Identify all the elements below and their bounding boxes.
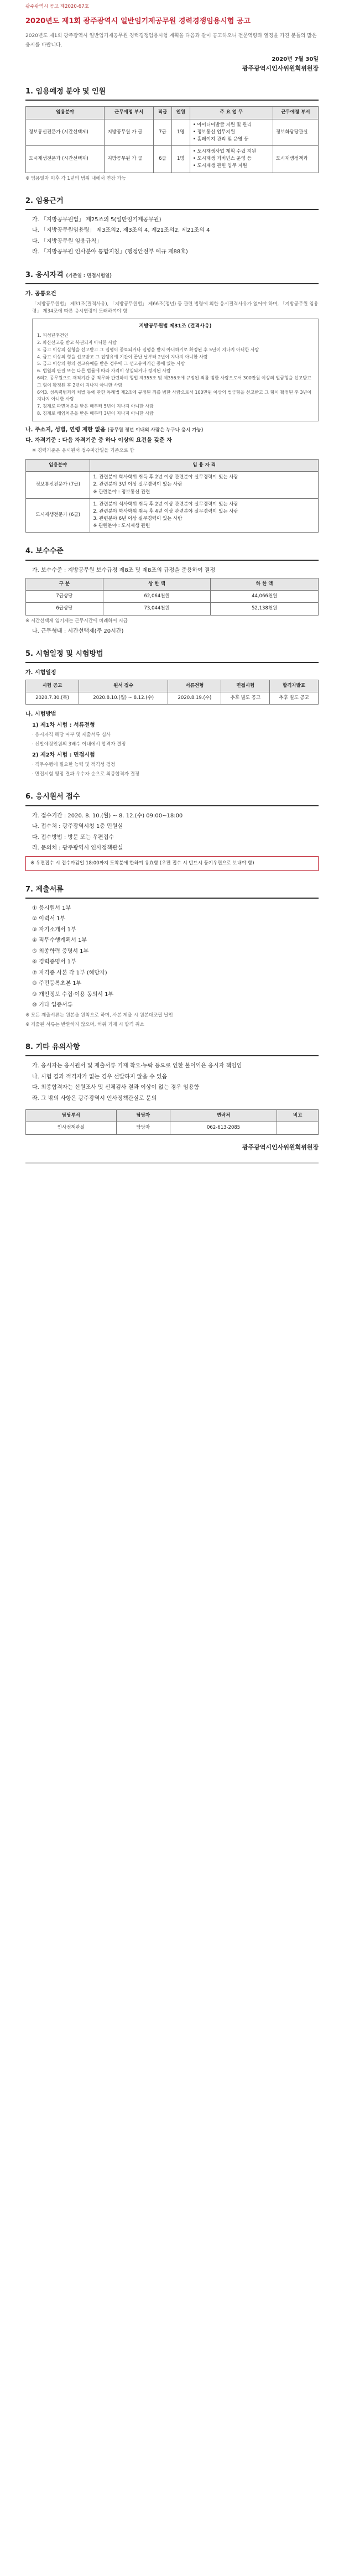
subsection-title: 다. 자격기준 : 다음 자격기준 중 하나 이상의 요건을 갖춘 자 <box>25 437 172 444</box>
subsection-title: 가. 공통요건 <box>25 291 56 298</box>
notice-date: 2020년 7월 30일 <box>272 56 319 62</box>
documents-note: ※ 모든 제출서류는 원본을 원칙으로 하며, 사본 제출 시 원본대조필 날인 <box>25 1012 173 1018</box>
cell-duties: • 도시재생사업 계획 수립 지원 • 도시재생 거버넌스 운영 등 • 도시재생 관련 업무 지원 <box>190 146 273 173</box>
section-documents <box>25 884 319 1029</box>
table-row <box>26 472 319 499</box>
subsection-title: 나. 시험방법 <box>25 711 56 718</box>
positions-note: ※ 임용일자 이후 각 1년의 범위 내에서 연장 가능 <box>25 175 126 181</box>
list-item: ② 이력서 1부 <box>32 916 66 922</box>
list-item: ⑧ 주민등록초본 1부 <box>32 981 82 987</box>
cell-date: 추후 별도 공고 <box>221 692 270 705</box>
col-header: 원서 접수 <box>79 680 168 692</box>
table-row <box>26 119 319 146</box>
col-header: 인원 <box>171 107 190 119</box>
qualification-table <box>25 459 319 533</box>
list-item: 다. 최종합격자는 신원조사 및 신체검사 결과 이상이 없는 경우 임용함 <box>32 1084 200 1091</box>
page-title: 2020년도 제1회 광주광역시 일반임기제공무원 경력경쟁임용시험 공고 <box>25 17 251 26</box>
cell-grade: 6급 <box>153 146 171 173</box>
work-type: 나. 근무형태 : 시간선택제(주 20시간) <box>32 628 124 634</box>
cell-date: 2020.8.10.(월) ~ 8.12.(수) <box>79 692 168 705</box>
list-item: 라. 문의처 : 광주광역시 인사정책관실 <box>32 845 123 852</box>
subsection-title-sub: (공무원 정년 이내의 사람은 누구나 응시 가능) <box>107 427 204 433</box>
notice-number: 광주광역시 공고 제2020-67호 <box>25 4 89 9</box>
table-row <box>26 692 319 705</box>
cell-max: 62,064천원 <box>103 591 211 603</box>
list-item: 3. 금고 이상의 실형을 선고받고 그 집행이 종료되거나 집행을 받지 아니하기로 확정된 후 5년이 지나지 아니한 사람 <box>37 347 259 352</box>
cell-grade: 7급 <box>153 119 171 146</box>
cell-place: 도시재생정책과 <box>273 146 318 173</box>
col-header: 하 한 액 <box>211 578 319 591</box>
section-title <box>25 270 319 284</box>
list-item: · 선발예정인원의 3배수 이내에서 합격자 결정 <box>32 742 126 748</box>
cell-min: 44,066천원 <box>211 591 319 603</box>
list-item: 6. 법원의 판결 또는 다른 법률에 따라 자격이 상실되거나 정지된 사람 <box>37 368 171 374</box>
col-header: 면접시험 <box>221 680 270 692</box>
section-qualifications <box>25 270 319 533</box>
cell-grade: 7급상당 <box>26 591 103 603</box>
cell-date: 2020.8.19.(수) <box>168 692 221 705</box>
salary-table <box>25 578 319 616</box>
list-item: 다. 「지방공무원 임용규칙」 <box>32 238 102 244</box>
cell-date: 2020.7.30.(목) <box>26 692 79 705</box>
section-title-text: 3. 응시자격 <box>25 270 64 279</box>
table-row <box>26 498 319 533</box>
cell-count: 1명 <box>171 146 190 173</box>
col-header: 임용분야 <box>26 107 105 119</box>
list-item: 가. 「지방공무원법」 제25조의 5(일반임기제공무원) <box>32 216 161 223</box>
list-item: ④ 직무수행계획서 1부 <box>32 937 87 944</box>
table-row <box>26 1122 319 1134</box>
page-bottom-divider <box>25 1162 319 1164</box>
cell-dept: 지방공무원 가 급 <box>105 146 154 173</box>
table-row <box>26 603 319 615</box>
col-header: 담당자 <box>116 1110 170 1122</box>
col-header: 서류전형 <box>168 680 221 692</box>
cell-max: 73,044천원 <box>103 603 211 615</box>
list-item: ⑦ 자격증 사본 각 1부 (해당자) <box>32 969 107 976</box>
cell-criteria: 1. 관련분야 석사학위 취득 후 2년 이상 관련분야 실무경력이 있는 사람 2. 관련분야 학사학위 취득 후 4년 이상 관련분야 실무경력이 있는 사람 3. 관련분야 6년 이상 실무경력이 있는 사람 ※ 관련분야 : 도시재생 관련 <box>90 498 319 533</box>
disqualification-box <box>32 319 319 421</box>
list-item: 6의2. 공무원으로 재직기간 중 직무와 관련하여 형법 제355조 및 제356조에 규정된 죄를 범한 사람으로서 300만원 이상의 벌금형을 선고받고 그 형이 확정된 후 2년이 지나지 아니한 사람 <box>37 376 311 388</box>
cell-date: 추후 별도 공고 <box>270 692 319 705</box>
col-header: 근무예정 부서 <box>273 107 318 119</box>
cell-field: 정보통신전문가 (시간선택제) <box>26 119 105 146</box>
subsection-title: 가. 시험일정 <box>25 670 56 676</box>
cell-person: 담당자 <box>116 1122 170 1134</box>
col-header: 임 용 자 격 <box>90 460 319 472</box>
cell-count: 1명 <box>171 119 190 146</box>
list-item: · 응시자격 해당 여부 및 제출서류 심사 <box>32 732 111 738</box>
cell-phone: 062-613-2085 <box>170 1122 277 1134</box>
col-header: 합격자발표 <box>270 680 319 692</box>
list-item: 2. 파산선고를 받고 복권되지 아니한 사람 <box>37 340 117 346</box>
list-item: · 면접시험 평정 결과 우수자 순으로 최종합격자 결정 <box>32 771 140 778</box>
section-title: 7. 제출서류 <box>25 884 319 899</box>
table-row <box>26 146 319 173</box>
col-header: 주 요 업 무 <box>190 107 273 119</box>
section-title: 1. 임용예정 분야 및 인원 <box>25 86 319 101</box>
list-item: 1) 제1차 시험 : 서류전형 <box>32 722 95 728</box>
section-title: 2. 임용근거 <box>25 196 319 210</box>
col-header: 직급 <box>153 107 171 119</box>
section-title: 4. 보수수준 <box>25 546 319 560</box>
section-schedule <box>25 649 319 778</box>
list-item: 다. 접수방법 : 방문 또는 우편접수 <box>32 834 114 841</box>
list-item: 1. 피성년후견인 <box>37 333 69 338</box>
section-application <box>25 791 319 870</box>
cell-duties: • 아이디어발굴 지원 및 관리 • 정보통신 업무지원 • 홈페이지 관리 및 운영 등 <box>190 119 273 146</box>
list-item: 7. 징계로 파면처분을 받은 때부터 5년이 지나지 아니한 사람 <box>37 404 154 409</box>
cell-place: 정보화담당관실 <box>273 119 318 146</box>
cell-field: 도시재생전문가 (6급) <box>26 498 90 533</box>
criteria-note: ※ 경력기준은 응시원서 접수마감일을 기준으로 함 <box>32 447 134 453</box>
salary-desc: 가. 보수수준 : 지방공무원 보수규정 제8조 및 제8조의 규정을 준용하여 결정 <box>32 567 216 573</box>
list-item: 나. 접수처 : 광주광역시청 1층 민원실 <box>32 823 123 830</box>
list-item: 나. 「지방공무원임용령」 제3조의2, 제3조의 4, 제21조의2, 제21조의 4 <box>32 227 210 234</box>
section-salary <box>25 546 319 635</box>
list-item: ① 응시원서 1부 <box>32 905 71 911</box>
cell-field: 정보통신전문가 (7급) <box>26 472 90 499</box>
col-header: 담당부서 <box>26 1110 117 1122</box>
list-item: 5. 금고 이상의 형의 선고유예를 받은 경우에 그 선고유예기간 중에 있는 사람 <box>37 361 185 367</box>
table-row <box>26 591 319 603</box>
cell-field: 도시재생전문가 (시간선택제) <box>26 146 105 173</box>
col-header: 상 한 액 <box>103 578 211 591</box>
col-header: 비고 <box>277 1110 319 1122</box>
cell-dept: 지방공무원 가 급 <box>105 119 154 146</box>
application-note-box: ※ 우편접수 시 접수마감일 18:00까지 도착분에 한하여 유효함 (우편 접수 시 반드시 등기우편으로 보내야 함) <box>25 856 319 871</box>
cell-note <box>277 1122 319 1134</box>
subsection-title-text: 나. 주소지, 성별, 연령 제한 없음 <box>25 426 106 433</box>
list-item: 6의3. 성폭력범죄의 처벌 등에 관한 특례법 제2조에 규정된 죄를 범한 사람으로서 100만원 이상의 벌금형을 선고받고 그 형이 확정된 후 3년이 지나지 아니한 사람 <box>37 389 312 402</box>
cell-grade: 6급상당 <box>26 603 103 615</box>
list-item: 2) 제2차 시험 : 면접시험 <box>32 752 95 758</box>
section-title-sub: (기준일 : 면접시험일) <box>66 273 112 279</box>
list-item: 나. 시험 결과 적격자가 없는 경우 선발하지 않을 수 있음 <box>32 1073 168 1080</box>
list-item: ⑨ 개인정보 수집·이용 동의서 1부 <box>32 991 114 998</box>
col-header: 근무예정 부서 <box>105 107 154 119</box>
list-item: 가. 응시자는 응시원서 및 제출서류 기재 착오·누락 등으로 인한 불이익은 응시자 책임임 <box>32 1063 242 1070</box>
col-header: 임용분야 <box>26 460 90 472</box>
salary-note: ※ 시간선택제 임기제는 근무시간에 비례하여 지급 <box>25 618 128 624</box>
list-item: 라. 「지방공무원 인사분야 통합지침」(행정안전부 예규 제88호) <box>32 249 188 255</box>
list-item: 8. 징계로 해임처분을 받은 때부터 3년이 지나지 아니한 사람 <box>37 411 154 416</box>
section-title: 5. 시험일정 및 시험방법 <box>25 649 319 663</box>
list-item: · 직무수행에 필요한 능력 및 적격성 검정 <box>32 762 116 768</box>
positions-table <box>25 106 319 173</box>
notice-org: 광주광역시인사위원회위원장 <box>242 65 319 72</box>
section-title: 6. 응시원서 접수 <box>25 791 319 806</box>
list-item: ⑥ 경력증명서 1부 <box>32 959 76 966</box>
section-basis <box>25 196 319 257</box>
footer-org: 광주광역시인사위원회위원장 <box>242 1143 319 1151</box>
col-header: 시험 공고 <box>26 680 79 692</box>
subsection-title <box>25 426 319 435</box>
intro-text: 2020년도 제1회 광주광역시 일반임기제공무원 경력경쟁임용시험 계획을 다음과 같이 공고하오니 전문역량과 열정을 가진 분들의 많은 응시를 바랍니다. <box>25 33 317 48</box>
cell-criteria: 1. 관련분야 학사학위 취득 후 2년 이상 관련분야 실무경력이 있는 사람 2. 관련분야 3년 이상 실무경력이 있는 사람 ※ 관련분야 : 정보통신 관련 <box>90 472 319 499</box>
list-item: 가. 접수기간 : 2020. 8. 10.(월) ~ 8. 12.(수) 09:00~18:00 <box>32 812 183 819</box>
box-title: 지방공무원법 제31조 (결격사유) <box>139 323 212 329</box>
col-header: 구 분 <box>26 578 103 591</box>
cell-dept: 인사정책관실 <box>26 1122 117 1134</box>
cell-min: 52,138천원 <box>211 603 319 615</box>
common-requirements: 「지방공무원법」 제31조(결격사유), 「지방공무원법」 제66조(정년) 등 관련 법령에 의한 응시결격사유가 없어야 하며, 「지방공무원 임용령」 제34조에 따른 응시연령이 도래하여야 함 <box>32 301 319 314</box>
section-positions <box>25 86 319 182</box>
list-item: 4. 금고 이상의 형을 선고받고 그 집행유예 기간이 끝난 날부터 2년이 지나지 아니한 사람 <box>37 354 208 359</box>
contact-table <box>25 1109 319 1134</box>
section-notes <box>25 1042 319 1152</box>
section-title: 8. 기타 유의사항 <box>25 1042 319 1056</box>
list-item: 라. 그 밖의 사항은 광주광역시 인사정책관실로 문의 <box>32 1095 157 1102</box>
col-header: 연락처 <box>170 1110 277 1122</box>
list-item: ③ 자기소개서 1부 <box>32 926 76 933</box>
list-item: ⑩ 기타 입증서류 <box>32 1002 73 1009</box>
notice-page <box>0 0 344 1164</box>
schedule-table <box>25 680 319 705</box>
list-item: ⑤ 최종학력 증명서 1부 <box>32 948 89 955</box>
documents-note: ※ 제출된 서류는 반환하지 않으며, 허위 기재 시 합격 취소 <box>25 1022 144 1028</box>
